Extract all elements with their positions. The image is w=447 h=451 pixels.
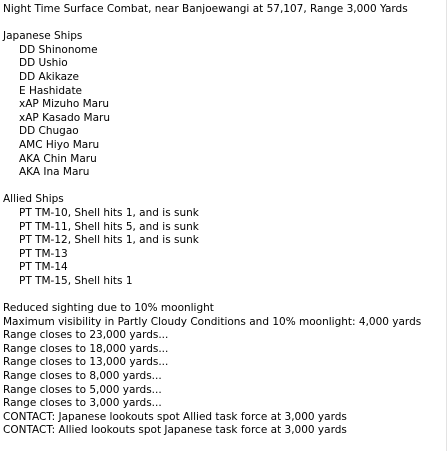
- log-line: Range closes to 23,000 yards...: [3, 329, 169, 342]
- japanese-ship: AMC Hiyo Maru: [19, 138, 100, 151]
- log-line: CONTACT: Allied lookouts spot Japanese task force at 3,000 yards: [3, 424, 347, 437]
- log-line: Reduced sighting due to 10% moonlight: [3, 302, 214, 315]
- japanese-ship: DD Akikaze: [19, 70, 79, 83]
- allied-ship: PT TM-13: [19, 247, 68, 260]
- log-line: Range closes to 13,000 yards...: [3, 356, 169, 369]
- allied-ships-heading: Allied Ships: [3, 193, 64, 206]
- log-line: Range closes to 18,000 yards...: [3, 342, 169, 355]
- japanese-ship: AKA Chin Maru: [19, 152, 97, 165]
- japanese-ship-list: [3, 44, 447, 180]
- japanese-ships-heading: Japanese Ships: [3, 30, 83, 43]
- allied-ship-list: [3, 207, 447, 289]
- report-title: Night Time Surface Combat, near Banjoewangi at 57,107, Range 3,000 Yards: [3, 3, 408, 15]
- japanese-ship: AKA Ina Maru: [19, 166, 90, 179]
- spacer: [3, 17, 447, 31]
- combat-log: [3, 302, 447, 438]
- spacer: [3, 288, 447, 302]
- japanese-ship: E Hashidate: [19, 84, 83, 97]
- allied-ship: PT TM-15, Shell hits 1: [19, 274, 133, 287]
- japanese-ship: xAP Mizuho Maru: [19, 98, 110, 111]
- allied-ship: PT TM-12, Shell hits 1, and is sunk: [19, 234, 199, 247]
- log-line: CONTACT: Japanese lookouts spot Allied task force at 3,000 yards: [3, 410, 347, 423]
- spacer: [3, 180, 447, 194]
- log-line: Range closes to 5,000 yards...: [3, 383, 162, 396]
- allied-ship: PT TM-11, Shell hits 5, and is sunk: [19, 220, 199, 233]
- log-line: Range closes to 8,000 yards...: [3, 370, 162, 383]
- allied-ship: PT TM-10, Shell hits 1, and is sunk: [19, 206, 199, 219]
- allied-ship: PT TM-14: [19, 261, 68, 274]
- log-line: Maximum visibility in Partly Cloudy Conditions and 10% moonlight: 4,000 yards: [3, 315, 422, 328]
- japanese-ship: DD Ushio: [19, 57, 68, 70]
- japanese-ship: DD Shinonome: [19, 43, 98, 56]
- log-line: Range closes to 3,000 yards...: [3, 397, 162, 410]
- japanese-ship: xAP Kasado Maru: [19, 111, 110, 124]
- japanese-ship: DD Chugao: [19, 125, 79, 138]
